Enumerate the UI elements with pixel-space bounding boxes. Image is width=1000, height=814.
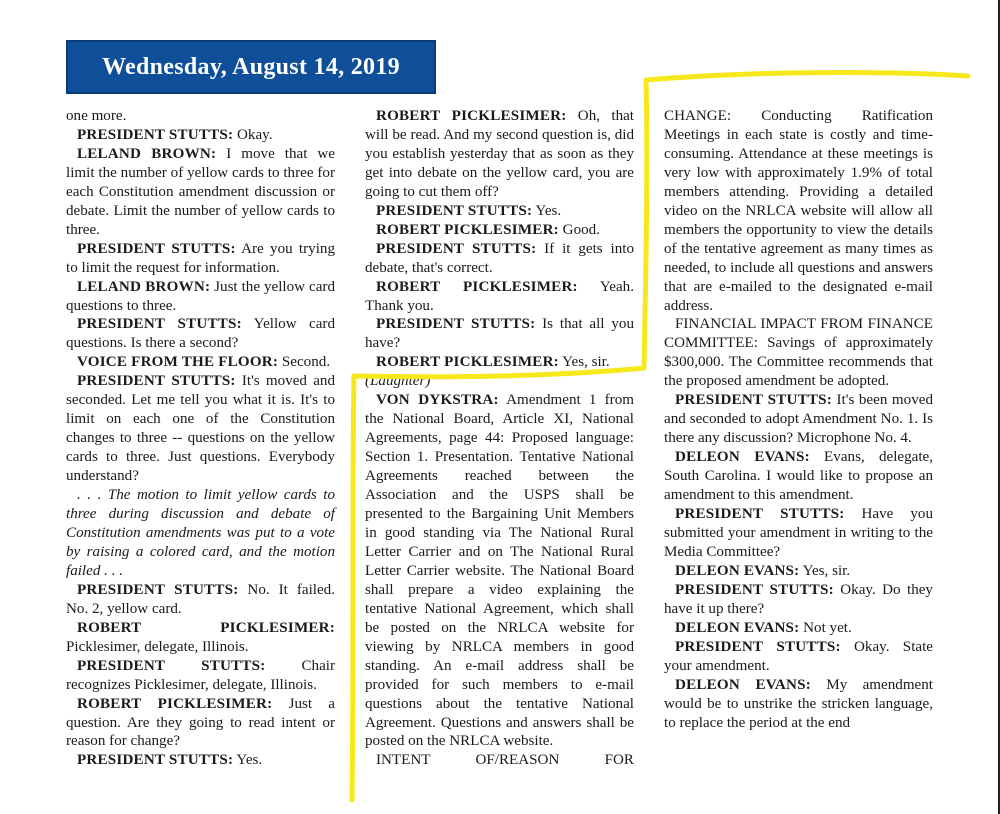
transcript-paragraph bbox=[664, 619, 933, 638]
transcript-paragraph bbox=[664, 315, 933, 391]
transcript-paragraph bbox=[66, 751, 335, 770]
paragraph-text: Chair recognizes Picklesimer, delegate, Illinois. bbox=[66, 657, 335, 693]
speaker-name: PRESIDENT STUTTS: bbox=[77, 316, 242, 333]
paragraph-text: If it gets into debate, that's correct. bbox=[365, 240, 635, 276]
transcript-paragraph bbox=[365, 221, 634, 240]
transcript-paragraph bbox=[664, 581, 933, 619]
transcript-paragraph bbox=[365, 240, 634, 278]
transcript-paragraph bbox=[66, 145, 335, 240]
transcript-paragraph bbox=[66, 619, 335, 657]
speaker-name: PRESIDENT STUTTS: bbox=[77, 657, 266, 674]
paragraph-text: (Laughter) bbox=[365, 373, 431, 390]
paragraph-text: It's been moved and seconded to adopt Amendment No. 1. Is there any discussion? Microphone No. 4. bbox=[664, 392, 933, 447]
paragraph-text: Yes. bbox=[532, 202, 562, 219]
speaker-name: PRESIDENT STUTTS: bbox=[77, 581, 239, 598]
transcript-paragraph bbox=[664, 107, 933, 315]
speaker-name: PRESIDENT STUTTS: bbox=[675, 638, 841, 655]
paragraph-text: Just the yellow card questions to three. bbox=[66, 278, 335, 314]
paragraph-text: Oh, that will be read. And my second question is, did you establish yesterday that as soon as they get into debate on the yellow card, you are going to cut them off? bbox=[365, 108, 635, 200]
transcript-paragraph bbox=[365, 353, 634, 372]
speaker-name: VOICE FROM THE FLOOR: bbox=[77, 354, 279, 371]
paragraph-text: Yellow card questions. Is there a second? bbox=[66, 316, 335, 352]
transcript-paragraph bbox=[66, 240, 335, 278]
transcript-paragraph bbox=[664, 391, 933, 448]
speaker-name: DELEON EVANS: bbox=[675, 676, 811, 693]
paragraph-text: Yes, sir. bbox=[799, 562, 851, 579]
paragraph-text: Amendment 1 from the National Board, Article XI, National Agreements, page 44: Proposed language: Section 1. Presentation. Tentative National Agreements reached between the Association and the USPS shall be presented to the Bargaining Unit Members in good standing via The National Rural Letter Carrier and on The National Rural Letter Carrier website. The National Board shall prepare a video explaining the tentative National Agreement, which shall be posted on the NRLCA website for viewing by NRLCA members in good standing. An e-mail address shall be provided for such members to e-mail questions about the tentative National Agreement. Questions and answers shall be posted on the NRLCA website. bbox=[365, 392, 634, 750]
speaker-name: ROBERT PICKLESIMER: bbox=[77, 695, 273, 712]
transcript-paragraph bbox=[664, 448, 933, 505]
transcript-paragraph bbox=[365, 372, 634, 391]
paragraph-text: Are you trying to limit the request for information. bbox=[66, 240, 335, 276]
speaker-name: PRESIDENT STUTTS: bbox=[376, 240, 537, 257]
paragraph-text: Second. bbox=[278, 354, 331, 371]
speaker-name: PRESIDENT STUTTS: bbox=[376, 316, 536, 333]
speaker-name: ROBERT PICKLESIMER: bbox=[376, 278, 578, 295]
transcript-paragraph bbox=[66, 315, 335, 353]
speaker-name: PRESIDENT STUTTS: bbox=[77, 373, 236, 390]
paragraph-text: CHANGE: Conducting Ratification Meetings in each state is costly and time-consuming. Attendance at these meetings is very low with approximately 1.9% of total members attending. Providing a detailed video on the NRLCA website will allow all members the opportunity to view the details of the tentative agreement as many times as needed, to include all questions and answers that are e-mailed to the designated e-mail address. bbox=[664, 108, 933, 314]
speaker-name: PRESIDENT STUTTS: bbox=[376, 202, 533, 219]
paragraph-text: Yeah. Thank you. bbox=[365, 278, 634, 314]
speaker-name: PRESIDENT STUTTS: bbox=[675, 506, 845, 523]
speaker-name: PRESIDENT STUTTS: bbox=[77, 126, 234, 143]
paragraph-text: . . . The motion to limit yellow cards to three during discussion and debate of Constitution amendments was put to a vote by raising a colored card, and the motion failed . . . bbox=[66, 487, 335, 579]
paragraph-text: Have you submitted your amendment in writing to the Media Committee? bbox=[664, 506, 933, 560]
transcript-paragraph bbox=[66, 126, 335, 145]
paragraph-text: Yes. bbox=[233, 752, 263, 769]
speaker-name: PRESIDENT STUTTS: bbox=[77, 240, 236, 257]
paragraph-text: My amendment would be to unstrike the stricken language, to replace the period at the end bbox=[664, 676, 934, 731]
transcript-paragraph bbox=[66, 581, 335, 619]
paragraph-text: No. It failed. No. 2, yellow card. bbox=[66, 581, 335, 617]
speaker-name: VON DYKSTRA: bbox=[376, 392, 499, 409]
transcript-paragraph bbox=[66, 486, 335, 581]
paragraph-text: Picklesimer, delegate, Illinois. bbox=[66, 638, 249, 655]
speaker-name: DELEON EVANS: bbox=[675, 619, 800, 636]
speaker-name: ROBERT PICKLESIMER: bbox=[376, 354, 559, 371]
speaker-name: LELAND BROWN: bbox=[77, 278, 211, 295]
speaker-name: PRESIDENT STUTTS: bbox=[77, 752, 234, 769]
speaker-name: DELEON EVANS: bbox=[675, 562, 800, 579]
speaker-name: DELEON EVANS: bbox=[675, 449, 810, 466]
paragraph-text: Okay. State your amendment. bbox=[664, 638, 933, 674]
paragraph-text: Okay. bbox=[233, 126, 273, 143]
paragraph-text: FINANCIAL IMPACT FROM FINANCE COMMITTEE: Savings of approximately $300,000. The Committee recommends that the proposed amendment be adopted. bbox=[664, 316, 933, 390]
paragraph-text: Not yet. bbox=[799, 619, 852, 636]
transcript-paragraph bbox=[66, 278, 335, 316]
transcript-paragraph bbox=[365, 751, 634, 770]
transcript-paragraph bbox=[365, 278, 634, 316]
paragraph-text: Okay. Do they have it up there? bbox=[664, 581, 933, 617]
transcript-paragraph bbox=[365, 315, 634, 353]
speaker-name: PRESIDENT STUTTS: bbox=[675, 392, 832, 409]
transcript-paragraph bbox=[365, 107, 634, 202]
paragraph-text: Evans, delegate, South Carolina. I would like to propose an amendment to this amendment. bbox=[664, 449, 934, 504]
paragraph-text: one more. bbox=[66, 108, 127, 124]
column-1 bbox=[66, 107, 335, 770]
transcript-paragraph bbox=[66, 372, 335, 486]
paragraph-text: I move that we limit the number of yellow cards to three for each Constitution amendment discussion or debate. Limit the number of yellow cards to three. bbox=[66, 145, 335, 238]
transcript-paragraph bbox=[66, 657, 335, 695]
paragraph-text: INTENT OF/REASON FOR bbox=[376, 752, 634, 769]
column-3 bbox=[664, 107, 933, 732]
paragraph-text: Just a question. Are they going to read intent or reason for change? bbox=[66, 695, 336, 750]
speaker-name: ROBERT PICKLESIMER: bbox=[376, 221, 559, 238]
speaker-name: ROBERT PICKLESIMER: bbox=[77, 619, 335, 636]
date-banner-text: Wednesday, August 14, 2019 bbox=[102, 53, 400, 80]
transcript-paragraph bbox=[66, 353, 335, 372]
transcript-paragraph bbox=[664, 638, 933, 676]
transcript-paragraph bbox=[365, 391, 634, 751]
transcript-paragraph bbox=[66, 107, 335, 126]
column-2 bbox=[365, 107, 634, 770]
transcript-paragraph bbox=[664, 676, 933, 733]
paragraph-text: Is that all you have? bbox=[365, 316, 634, 352]
speaker-name: ROBERT PICKLESIMER: bbox=[376, 108, 567, 124]
transcript-paragraph bbox=[664, 505, 933, 562]
date-banner bbox=[66, 40, 436, 94]
paragraph-text: It's moved and seconded. Let me tell you what it is. It's to limit on each one of the Constitution changes to three -- questions on the yellow cards to three. Just questions. Everybody understand? bbox=[66, 373, 335, 485]
transcript-paragraph bbox=[664, 562, 933, 581]
speaker-name: PRESIDENT STUTTS: bbox=[675, 581, 834, 598]
transcript-paragraph bbox=[66, 695, 335, 752]
paragraph-text: Good. bbox=[558, 221, 600, 238]
speaker-name: LELAND BROWN: bbox=[77, 145, 217, 162]
paragraph-text: Yes, sir. bbox=[558, 354, 610, 371]
transcript-paragraph bbox=[365, 202, 634, 221]
